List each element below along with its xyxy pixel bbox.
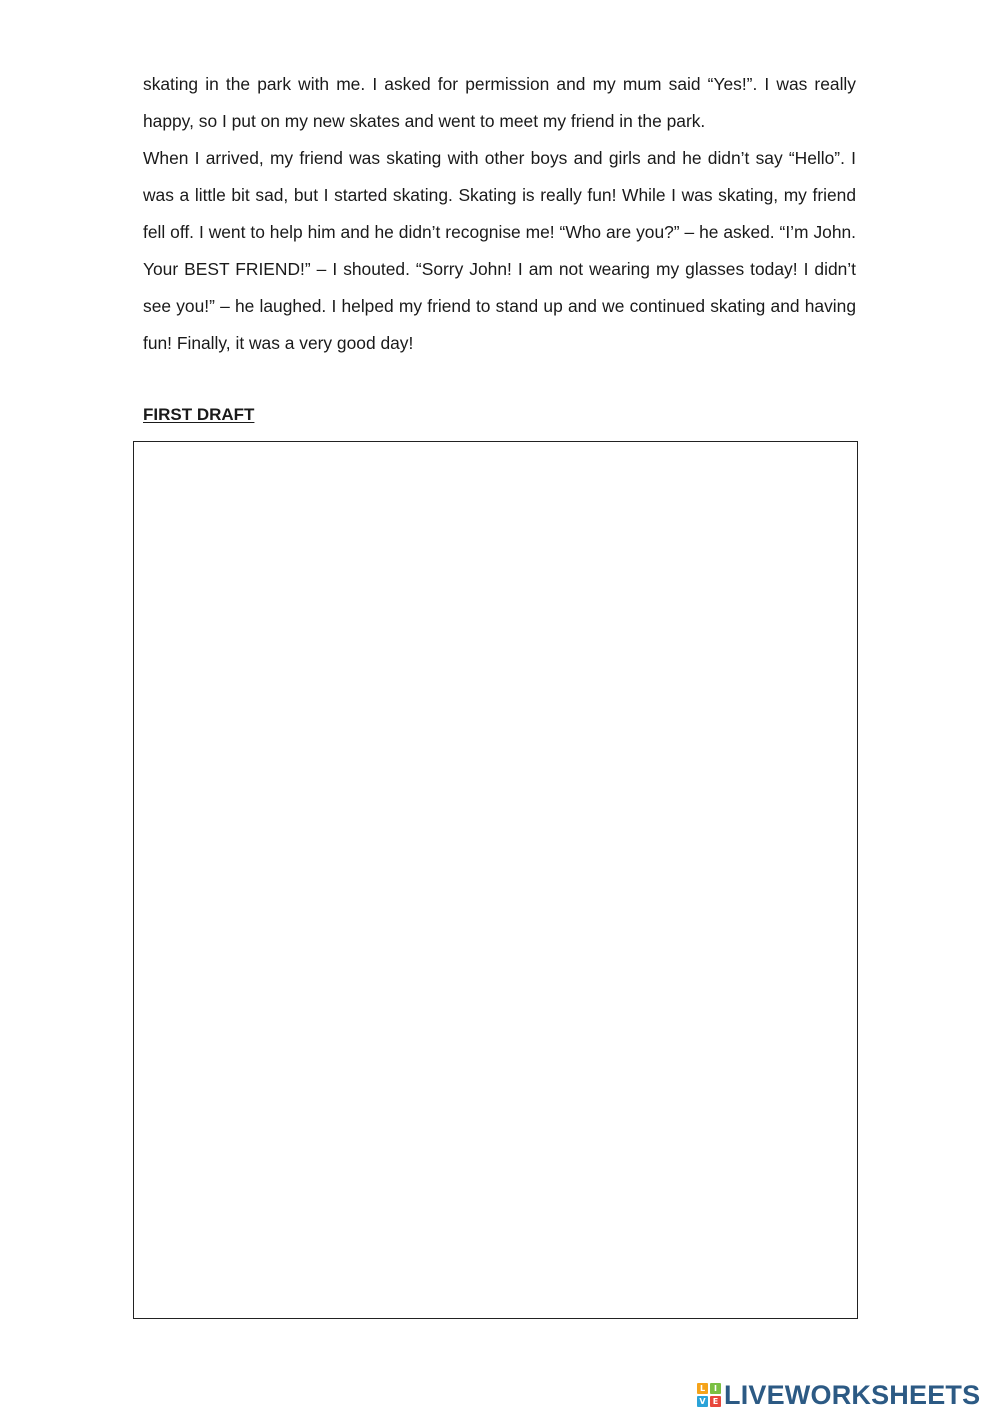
logo-letter-v: V: [697, 1396, 708, 1407]
story-paragraph-1: skating in the park with me. I asked for permission and my mum said “Yes!”. I was really happy, so I put on my new skates and went to meet my friend in the park.: [143, 74, 856, 131]
liveworksheets-logo-icon: [697, 1383, 721, 1407]
liveworksheets-logo: [697, 1378, 980, 1412]
first-draft-heading: FIRST DRAFT: [143, 405, 255, 424]
first-draft-writing-area[interactable]: [133, 441, 858, 1319]
liveworksheets-logo-text: LIVEWORKSHEETS: [724, 1380, 981, 1410]
story-paragraph-2: When I arrived, my friend was skating with other boys and girls and he didn’t say “Hello”. I was a little bit sad, but I started skating. Skating is really fun! While I was skating, my friend fell off. I went to help him and he didn’t recognise me! “Who are you?” – he asked. “I’m John. Your BEST FRIEND!” – I shouted. “Sorry John! I am not wearing my glasses today! I didn’t see you!” – he laughed. I helped my friend to stand up and we continued skating and having fun! Finally, it was a very good day!: [143, 148, 856, 353]
logo-letter-l: L: [697, 1383, 708, 1394]
logo-letter-e: E: [710, 1396, 721, 1407]
story-text: [143, 66, 856, 362]
logo-letter-i: I: [710, 1383, 721, 1394]
